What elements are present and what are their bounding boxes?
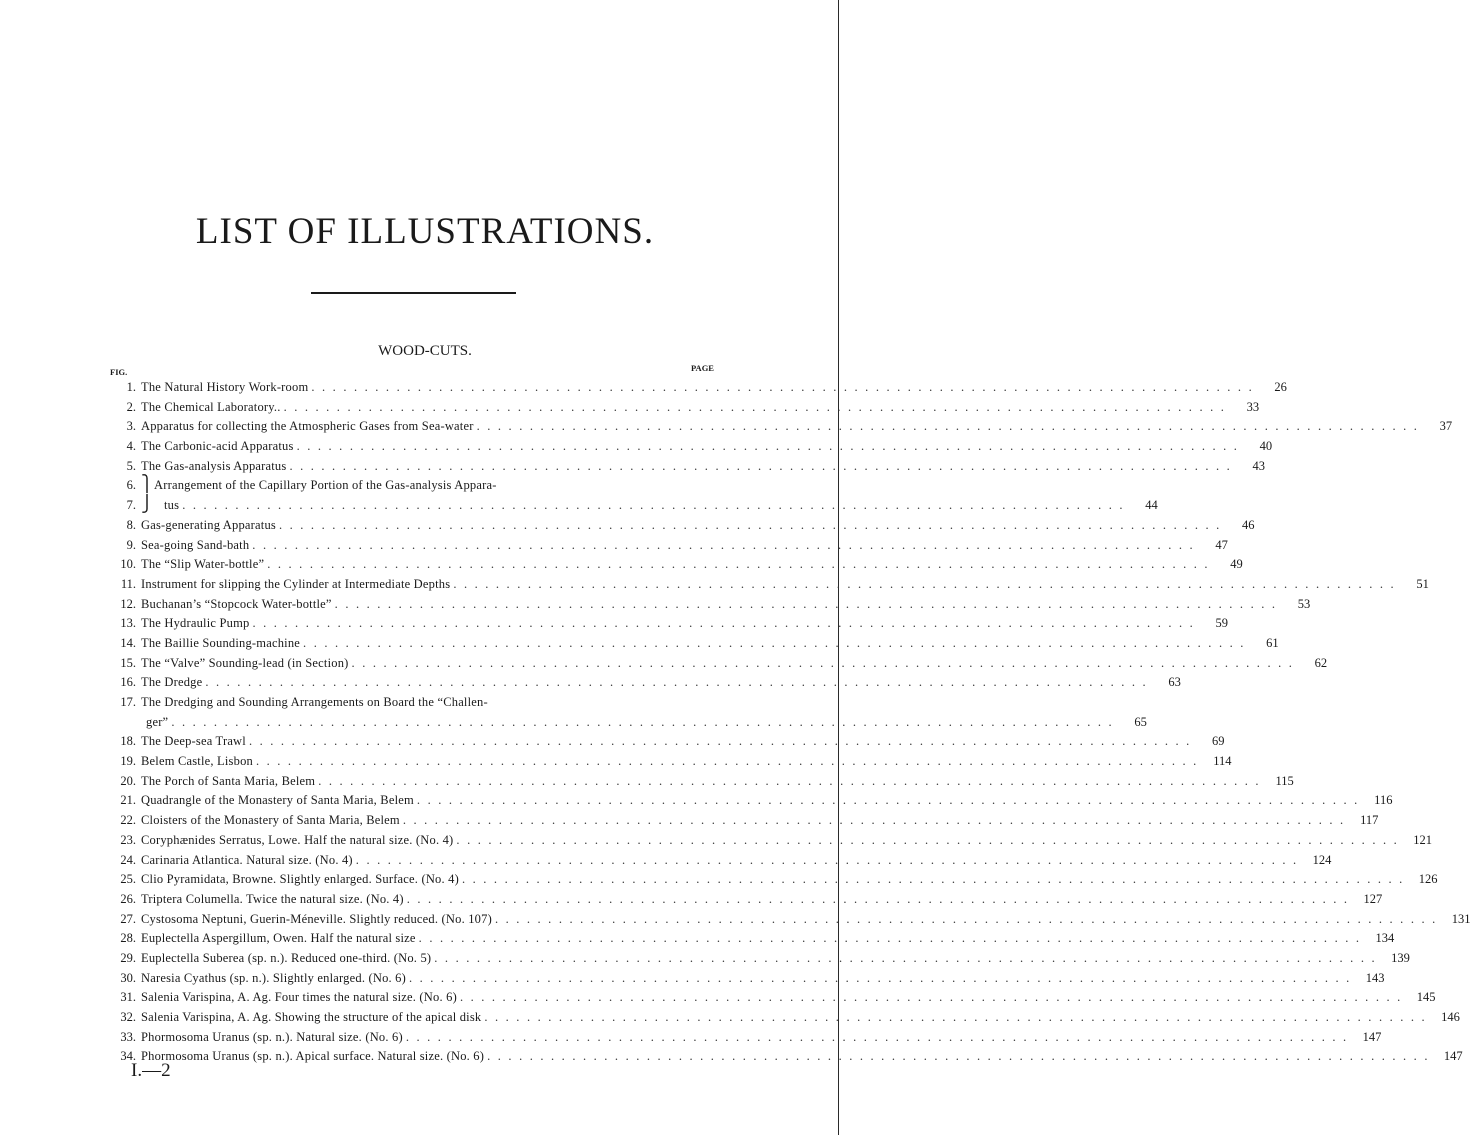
list-item: 6. ⎫ Arrangement of the Capillary Portion of the Gas-analysis Appara- <box>126 476 497 494</box>
list-item: 10. The “Slip Water-bottle” . . . 49 <box>104 555 724 575</box>
list-item: 5. The Gas-analysis Apparatus . . . 43 <box>104 457 724 477</box>
list-item: 9. Sea-going Sand-bath . . . 47 <box>104 536 724 556</box>
list-item: 23. Coryphænides Serratus, Lowe. Half the natural size. (No. 4) . . . 121 <box>104 831 724 851</box>
list-item: 12. Buchanan’s “Stopcock Water-bottle” . . . 53 <box>104 595 724 615</box>
page-column-header: PAGE <box>691 363 714 373</box>
list-item: 15. The “Valve” Sounding-lead (in Section) . . . 62 <box>104 654 724 674</box>
list-item: 11. Instrument for slipping the Cylinder at Intermediate Depths . . . 51 <box>104 575 724 595</box>
list-item: 30. Naresia Cyathus (sp. n.). Slightly enlarged. (No. 6) . . . 143 <box>104 969 724 989</box>
page-title: LIST OF ILLUSTRATIONS. <box>195 211 655 252</box>
fig-column-header: FIG. <box>110 367 128 377</box>
list-item: 29. Euplectella Suberea (sp. n.). Reduced one-third. (No. 5) . . . 139 <box>104 949 724 969</box>
list-item: 14. The Baillie Sounding-machine . . . 61 <box>104 634 724 654</box>
list-item: 32. Salenia Varispina, A. Ag. Showing the structure of the apical disk . . . 146 <box>104 1008 724 1028</box>
list-item-continuation: 7. ⎭ tus . . . 44 <box>104 496 724 516</box>
list-item: 18. The Deep-sea Trawl . . . 69 <box>104 732 724 752</box>
list-item: 16. The Dredge . . . 63 <box>104 673 724 693</box>
list-item: 22. Cloisters of the Monastery of Santa Maria, Belem . . . 117 <box>104 811 724 831</box>
list-item: 33. Phormosoma Uranus (sp. n.). Natural size. (No. 6) . . . 147 <box>104 1028 724 1048</box>
list-item: 17. The Dredging and Sounding Arrangements on Board the “Challen- <box>120 695 488 709</box>
signature-folio: I.—2 <box>131 1060 171 1081</box>
list-item: 31. Salenia Varispina, A. Ag. Four times the natural size. (No. 6) . . . 145 <box>104 988 724 1008</box>
list-item: 2. The Chemical Laboratory.. . . . 33 <box>104 398 724 418</box>
list-item: 26. Triptera Columella. Twice the natural size. (No. 4) . . . 127 <box>104 890 724 910</box>
illustration-list <box>104 378 1470 1067</box>
section-heading: WOOD-CUTS. <box>378 343 472 359</box>
list-item: 27. Cystosoma Neptuni, Guerin-Méneville. Slightly reduced. (No. 107) . . . 131 <box>104 910 724 930</box>
list-item: 34. Phormosoma Uranus (sp. n.). Apical surface. Natural size. (No. 6) . . . 147 <box>104 1047 724 1067</box>
list-item: 28. Euplectella Aspergillum, Owen. Half the natural size . . . 134 <box>104 929 724 949</box>
list-item: 3. Apparatus for collecting the Atmospheric Gases from Sea-water . . . 37 <box>104 417 724 437</box>
list-item-continuation: ger” . . . 65 <box>104 713 724 733</box>
list-item: 8. Gas-generating Apparatus . . . 46 <box>104 516 724 536</box>
list-item: 19. Belem Castle, Lisbon . . . 114 <box>104 752 724 772</box>
list-item: 24. Carinaria Atlantica. Natural size. (No. 4) . . . 124 <box>104 851 724 871</box>
list-item: 20. The Porch of Santa Maria, Belem . . . 115 <box>104 772 724 792</box>
list-item: 13. The Hydraulic Pump . . . 59 <box>104 614 724 634</box>
list-item: 25. Clio Pyramidata, Browne. Slightly enlarged. Surface. (No. 4) . . . 126 <box>104 870 724 890</box>
list-item: 4. The Carbonic-acid Apparatus . . . 40 <box>104 437 724 457</box>
list-item: 21. Quadrangle of the Monastery of Santa Maria, Belem . . . 116 <box>104 791 724 811</box>
title-rule <box>311 292 516 294</box>
list-item: 1. The Natural History Work-room . . . 26 <box>104 378 724 398</box>
